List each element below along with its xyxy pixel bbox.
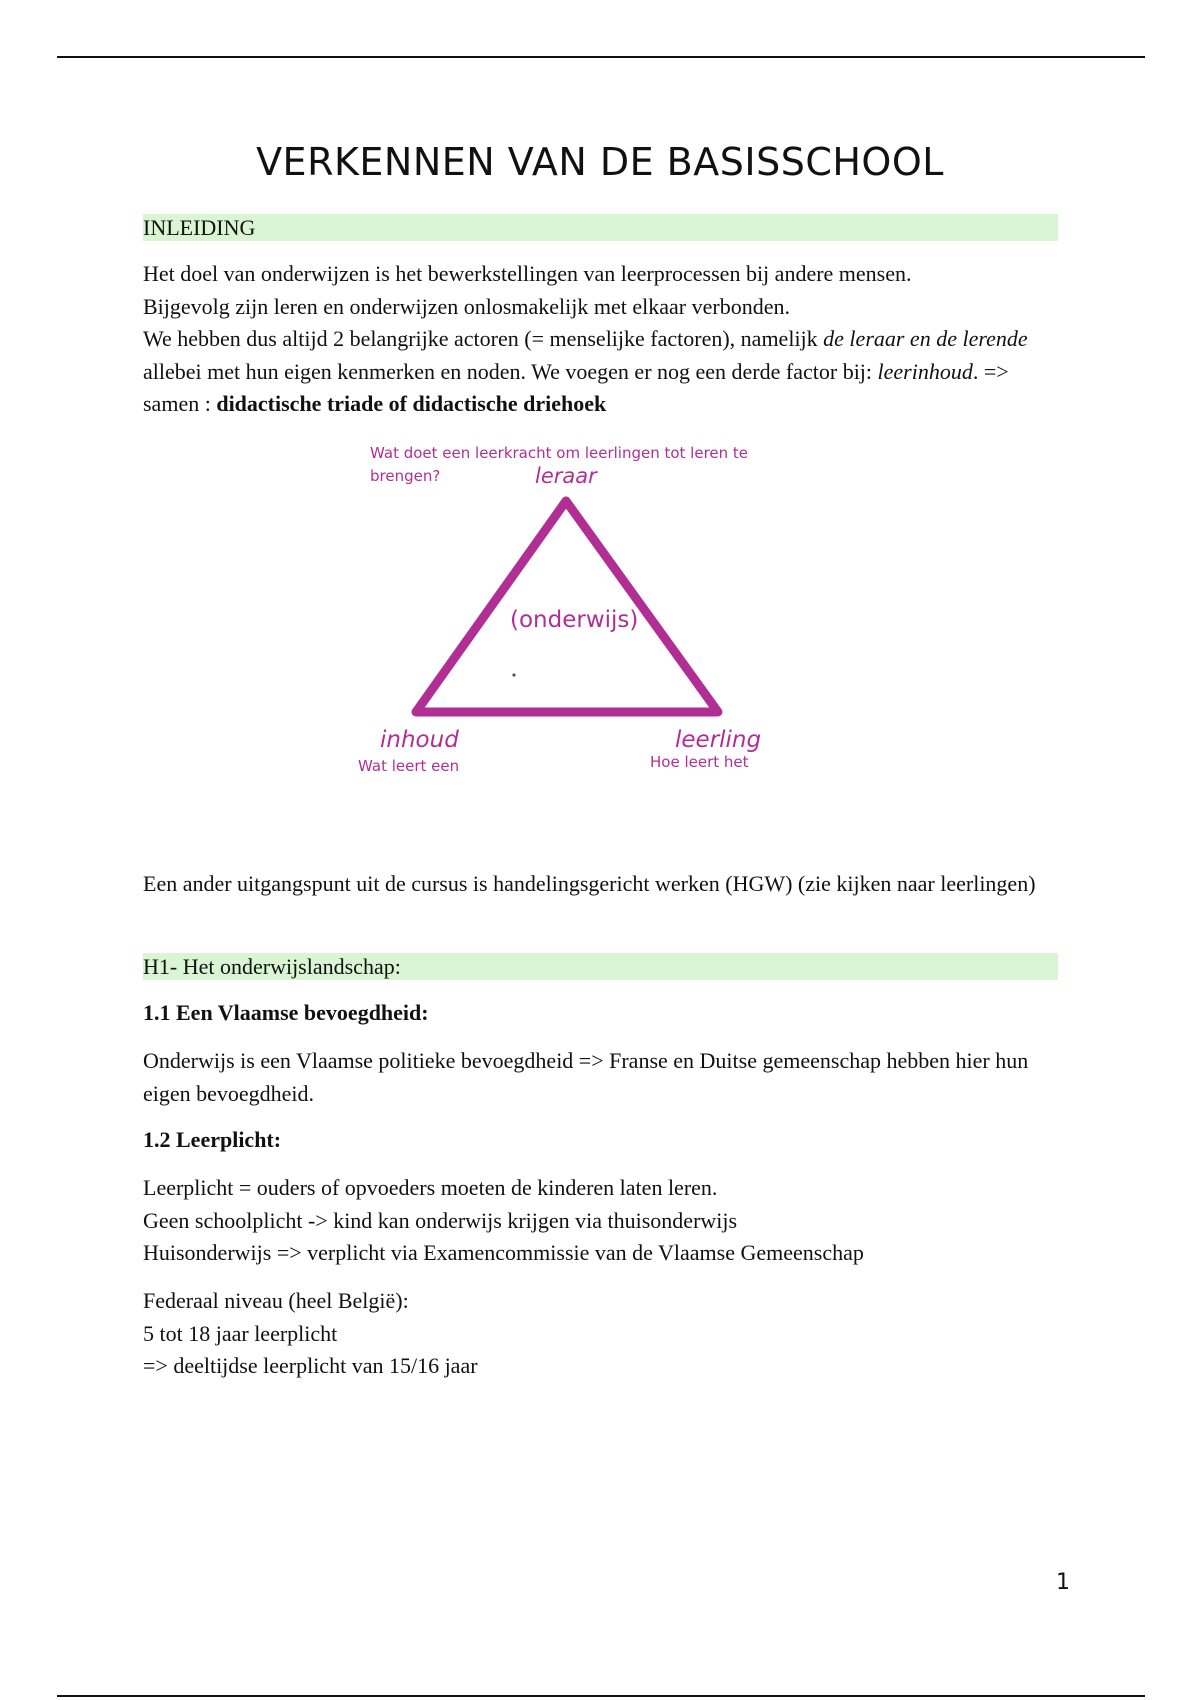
sub2-line: 5 tot 18 jaar leerplicht xyxy=(143,1320,338,1346)
section-heading-label: H1- Het onderwijslandschap: xyxy=(143,954,401,979)
sub2-line: Huisonderwijs => verplicht via Examencommissie van de Vlaamse Gemeenschap xyxy=(143,1240,864,1265)
intro-emphasis: leerinhoud xyxy=(877,358,973,384)
sub2-paragraph-federal xyxy=(143,1285,1058,1383)
intro-line: Het doel van onderwijzen is het bewerkstellingen van leerprocessen bij andere mensen. xyxy=(143,261,912,286)
label-onderwijs: (onderwijs) xyxy=(510,607,639,633)
section-heading-h1 xyxy=(143,953,1058,980)
question-top-2: brengen? xyxy=(370,467,441,485)
caption-inhoud: Wat leert een xyxy=(358,757,460,775)
intro-strong: didactische triade of didactische driehoek xyxy=(216,391,607,416)
section-heading-inleiding xyxy=(143,214,1058,241)
intro-line xyxy=(143,323,1058,421)
sub2-line: Leerplicht = ouders of opvoeders moeten de kinderen laten leren. xyxy=(143,1175,718,1200)
intro-emphasis: de leraar en de lerende xyxy=(823,326,1028,351)
section-heading-label: INLEIDING xyxy=(143,215,256,240)
label-inhoud: inhoud xyxy=(380,727,459,753)
caption-leerling: Hoe leert het xyxy=(650,753,749,771)
page-number: 1 xyxy=(1056,1570,1070,1595)
document-title: VERKENNEN VAN DE BASISSCHOOL xyxy=(256,140,944,184)
didactic-triangle-diagram xyxy=(340,435,800,785)
intro-paragraph xyxy=(143,258,1058,421)
label-leerling: leerling xyxy=(675,727,762,753)
subheading-1-2: 1.2 Leerplicht: xyxy=(143,1127,282,1152)
top-rule xyxy=(57,56,1145,58)
sub1-text: Onderwijs is een Vlaamse politieke bevoegdheid => Franse en Duitse gemeenschap hebben hier hun eigen bevoegdheid. xyxy=(143,1048,1029,1106)
intro-text: . => samen : xyxy=(143,358,1009,416)
hgw-text: Een ander uitgangspunt uit de cursus is handelingsgericht werken (HGW) (zie kijken naar leerlingen) xyxy=(143,871,1036,896)
sub2-line: Federaal niveau (heel België): xyxy=(143,1288,409,1313)
sub2-paragraph xyxy=(143,1172,1058,1270)
sub2-line: => deeltijdse leerplicht van 15/16 jaar xyxy=(143,1353,478,1378)
intro-text: We hebben dus altijd 2 belangrijke actoren (= menselijke factoren), namelijk xyxy=(143,326,824,351)
question-top: Wat doet een leerkracht om leerlingen tot leren te xyxy=(370,444,749,462)
bottom-rule xyxy=(57,1695,1145,1697)
label-leraar: leraar xyxy=(535,464,597,488)
sub2-line: Geen schoolplicht -> kind kan onderwijs krijgen via thuisonderwijs xyxy=(143,1207,738,1233)
center-dot xyxy=(512,673,515,676)
hgw-paragraph xyxy=(143,868,1058,901)
subheading-1-1: 1.1 Een Vlaamse bevoegdheid: xyxy=(143,1000,429,1025)
sub1-paragraph xyxy=(143,1045,1058,1110)
intro-text: allebei met hun eigen kenmerken en noden. We voegen er nog een derde factor bij: xyxy=(143,358,878,384)
triangle-svg xyxy=(340,435,800,785)
intro-line: Bijgevolg zijn leren en onderwijzen onlosmakelijk met elkaar verbonden. xyxy=(143,293,790,319)
